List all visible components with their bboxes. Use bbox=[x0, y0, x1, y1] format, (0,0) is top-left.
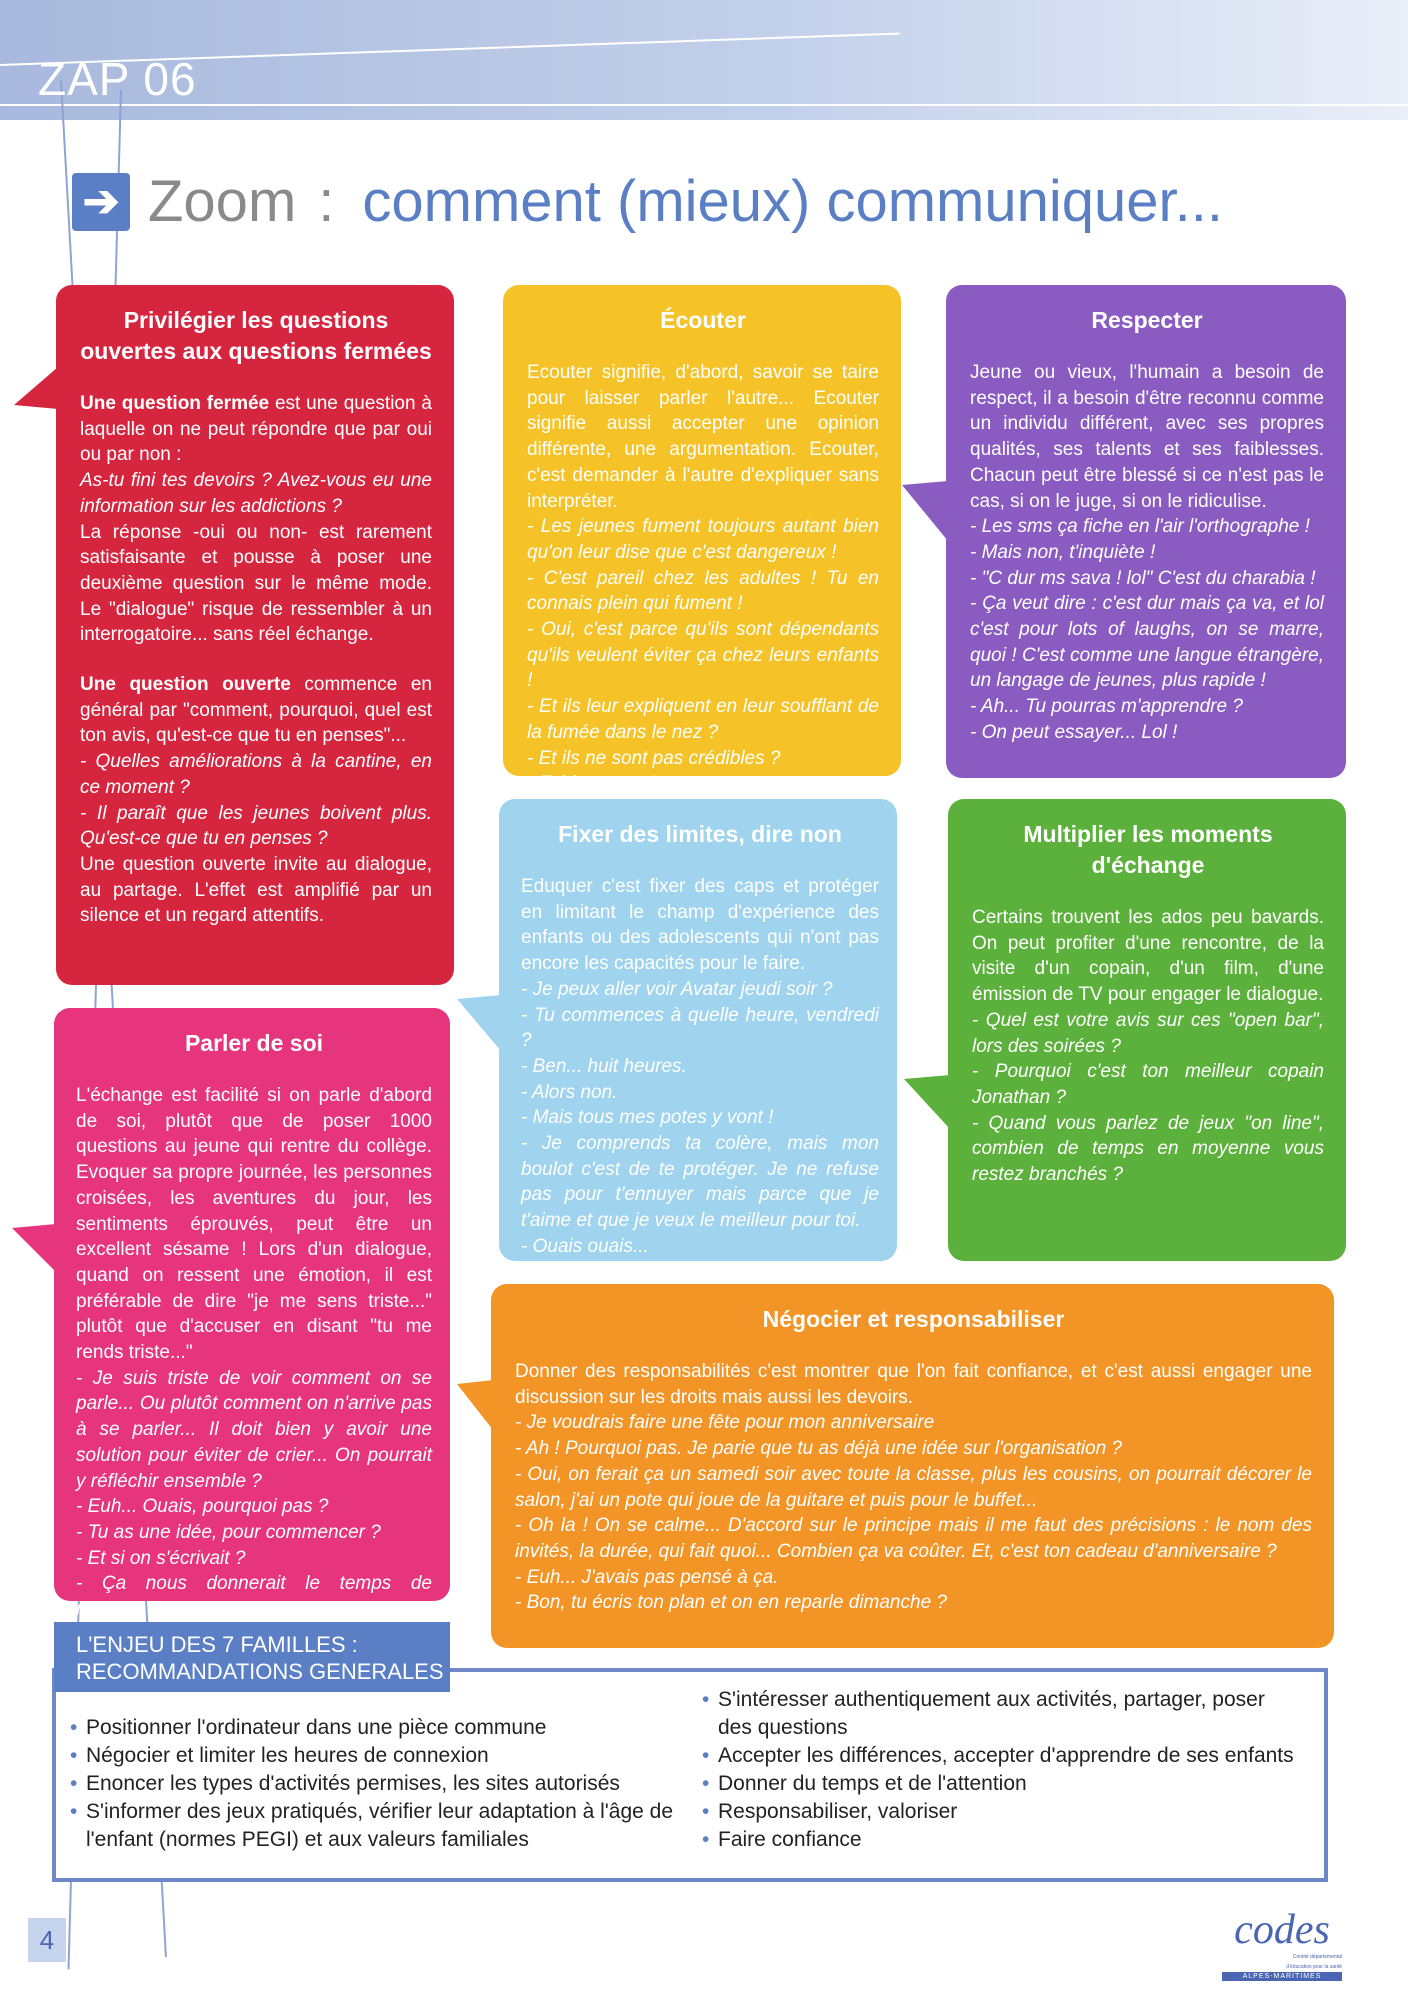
recommendation-item: • Faire confiance bbox=[702, 1826, 1302, 1854]
card-title: Multiplier les moments d'échange bbox=[1023, 821, 1273, 878]
recommendation-item: • Enoncer les types d'activités permises, les sites autorisés bbox=[70, 1770, 700, 1798]
card-soi bbox=[54, 1008, 450, 1621]
dialogue-line: - On peut essayer... Lol ! bbox=[970, 721, 1178, 743]
dialogue-line: - Pourquoi c'est ton meilleur copain Jonathan ? bbox=[972, 1061, 1324, 1108]
dialogue-line: - Quand vous parlez de jeux "on line", combien de temps en moyenne vous restez branchés ? bbox=[972, 1112, 1324, 1186]
dialogue-line: - Je peux aller voir Avatar jeudi soir ? bbox=[521, 978, 833, 1000]
page-title bbox=[72, 168, 1223, 235]
header-band bbox=[0, 0, 1408, 120]
recommendations-left bbox=[70, 1714, 700, 1854]
term-open: Une question ouverte bbox=[80, 674, 291, 696]
card-text: L'échange est facilité si on parle d'abord de soi, plutôt que de poser 1000 questions au jeune qui rentre du collège. Evoquer sa propre journée, les personnes croisées, les aventures du jour, les sentiments éprouvés, peut être un excellent sésame ! Lors d'un dialogue, quand on ressent une émotion, il est préférable de dire "je me sens triste..." plutôt que d'accuser en disant "tu me rends triste..." bbox=[76, 1085, 432, 1364]
dialogue-line: - Et si on s'écrivait ? bbox=[76, 1547, 246, 1569]
dialogue-line: - Mais non, t'inquiète ! bbox=[970, 541, 1156, 563]
dialogue-line: - Alors non. bbox=[521, 1081, 618, 1103]
header-divider bbox=[0, 104, 1408, 106]
speech-pointer bbox=[457, 995, 501, 1051]
card-title: Écouter bbox=[660, 307, 746, 333]
speech-pointer bbox=[902, 481, 948, 541]
card-text: Eduquer c'est fixer des caps et protéger en limitant le champ d'expérience des enfants ou des adolescents qui n'ont pas encore les capacités pour le faire. bbox=[521, 876, 879, 975]
logo-subtitle: d'éducation pour la santé bbox=[1286, 1964, 1342, 1970]
card-example: - Quelles améliorations à la cantine, en ce moment ? bbox=[80, 751, 432, 798]
dialogue-line: - "C dur ms sava ! lol" C'est du charabia ! bbox=[970, 567, 1316, 589]
title-zoom: Zoom bbox=[148, 169, 297, 234]
recommendations-heading-line1: L'ENJEU DES 7 FAMILLES : bbox=[76, 1632, 358, 1657]
dialogue-line: - Et ils leur expliquent en leur soufflant de la fumée dans le nez ? bbox=[527, 696, 879, 743]
dialogue-line: - Euh... J'avais pas pensé à ça. bbox=[515, 1566, 779, 1588]
dialogue-line: - Evidemment ! bbox=[527, 773, 655, 795]
card-text: est une question à laquelle on ne peut répondre que par oui ou par non : bbox=[80, 393, 432, 466]
title-colon: : bbox=[318, 169, 335, 234]
dialogue-line: - Quel est votre avis sur ces "open bar", lors des soirées ? bbox=[972, 1009, 1324, 1057]
card-title: Respecter bbox=[1091, 307, 1203, 333]
logo-region: ALPES-MARITIMES bbox=[1222, 1972, 1342, 1981]
recommendation-item: • S'intéresser authentiquement aux activités, partager, poser des questions bbox=[702, 1686, 1302, 1742]
dialogue-line: - Bon, tu écris ton plan et on en reparle dimanche ? bbox=[515, 1592, 947, 1614]
dialogue-line: - Les sms ça fiche en l'air l'orthographe ! bbox=[970, 516, 1310, 538]
card-limites bbox=[499, 799, 897, 1261]
card-text: Une question ouverte invite au dialogue, au partage. L'effet est amplifié par un silence et un regard attentifs. bbox=[80, 853, 432, 927]
card-text: Certains trouvent les ados peu bavards. On peut profiter d'une rencontre, de la visite d'un copain, d'un film, d'une émission de TV pour engager le dialogue. bbox=[972, 907, 1324, 1006]
dialogue-line: - Les jeunes fument toujours autant bien qu'on leur dise que c'est dangereux ! bbox=[527, 516, 879, 563]
dialogue-line: - Ben... huit heures. bbox=[521, 1055, 687, 1077]
card-text: Ecouter signifie, d'abord, savoir se taire pour laisser parler l'autre... Ecouter signifie aussi accepter une opinion différente, une argumentation. Ecouter, c'est demander à l'autre d'expliquer sans interpréter. bbox=[527, 362, 879, 512]
dialogue-line: - Tu commences à quelle heure, vendredi ? bbox=[521, 1004, 879, 1052]
section-label: ZAP 06 bbox=[38, 53, 197, 105]
recommendation-item: • Négocier et limiter les heures de connexion bbox=[70, 1742, 700, 1770]
recommendation-item: • Donner du temps et de l'attention bbox=[702, 1770, 1302, 1798]
card-title: Privilégier les questions ouvertes aux questions fermées bbox=[80, 307, 432, 364]
card-title: Fixer des limites, dire non bbox=[558, 821, 842, 847]
card-respecter bbox=[946, 285, 1346, 778]
title-rest: comment (mieux) communiquer... bbox=[362, 169, 1223, 234]
card-title: Négocier et responsabiliser bbox=[762, 1306, 1065, 1332]
dialogue-line: - C'est pareil chez les adultes ! Tu en connais plein qui fument ! bbox=[527, 567, 879, 615]
page-number: 4 bbox=[28, 1918, 66, 1962]
speech-pointer bbox=[12, 1224, 56, 1272]
codes-logo bbox=[1222, 1907, 1342, 1980]
card-text: Jeune ou vieux, l'humain a besoin de respect, il a besoin d'être reconnu comme un individu différent, avec ses propres qualités, ses talents et ses faiblesses. Chacun peut être blessé si ce n'est pas le cas, si on le juge, si on le ridiculise. bbox=[970, 362, 1324, 512]
dialogue-line: - Euh... Ouais, pourquoi pas ? bbox=[76, 1496, 329, 1518]
card-title: Parler de soi bbox=[184, 1030, 324, 1056]
logo-subtitle: Comité départemental bbox=[1292, 1954, 1342, 1960]
dialogue-line: - Et ils ne sont pas crédibles ? bbox=[527, 747, 781, 769]
recommendations-box bbox=[52, 1668, 1328, 1882]
recommendations-heading bbox=[54, 1622, 450, 1692]
dialogue-line: - Oh la ! On se calme... D'accord sur le principe mais il me faut des précisions : le nom des invités, la durée, qui fait quoi... Combien ça va coûter. Et, c'est ton cadeau d'anniversaire ? bbox=[515, 1515, 1312, 1562]
term-closed: Une question fermée bbox=[80, 393, 270, 414]
dialogue-line: - Ça veut dire : c'est dur mais ça va, et lol c'est pour lots of laughs, on se marre, quoi ! C'est comme une langue étrangère, un langage de jeunes, plus rapide ! bbox=[970, 593, 1324, 692]
dialogue-line: - Ah ! Pourquoi pas. Je parie que tu as déjà une idée sur l'organisation ? bbox=[515, 1438, 1123, 1460]
recommendation-item: • S'informer des jeux pratiqués, vérifier leur adaptation à l'âge de l'enfant (normes PEGI) et aux valeurs familiales bbox=[70, 1798, 700, 1854]
card-ecouter bbox=[503, 285, 901, 795]
card-text: commence en général par "comment, pourquoi, quel est ton avis, qu'est-ce que tu en penses"... bbox=[80, 674, 432, 747]
card-example: - Il paraît que les jeunes boivent plus. Qu'est-ce que tu en penses ? bbox=[80, 802, 432, 850]
dialogue-line: - Je suis triste de voir comment on se parle... Ou plutôt comment on n'arrive pas à se parler... Il doit bien y avoir une solution pour éviter de crier... On pourrait y réfléchir ensemble ? bbox=[76, 1367, 432, 1492]
dialogue-line: - Ouais ouais... bbox=[521, 1235, 649, 1257]
recommendation-item: • Positionner l'ordinateur dans une pièce commune bbox=[70, 1714, 700, 1742]
card-text: Donner des responsabilités c'est montrer que l'on fait confiance, et c'est aussi engager une discussion sur les droits mais aussi les devoirs. bbox=[515, 1361, 1312, 1408]
recommendation-item: • Responsabiliser, valoriser bbox=[702, 1798, 1302, 1826]
card-text: La réponse -oui ou non- est rarement satisfaisante et pousse à poser une deuxième question sur le même mode. Le "dialogue" risque de ressembler à un interrogatoire... sans réel échange. bbox=[80, 521, 432, 646]
recommendations-right bbox=[702, 1686, 1302, 1854]
card-questions bbox=[56, 285, 454, 985]
speech-pointer bbox=[14, 367, 58, 409]
speech-pointer bbox=[904, 1075, 950, 1129]
dialogue-line: - Je voudrais faire une fête pour mon anniversaire bbox=[515, 1412, 935, 1434]
dialogue-line: - Mais tous mes potes y vont ! bbox=[521, 1107, 774, 1129]
dialogue-line: - Je comprends ta colère, mais mon boulot c'est de te protéger. Je ne refuse pas pour t'ennuyer mais parce que je t'aime et que je veux le meilleur pour toi. bbox=[521, 1133, 879, 1232]
dialogue-line: - Oui, c'est parce qu'ils sont dépendants qu'ils veulent éviter ça chez leurs enfants ! bbox=[527, 619, 879, 692]
dialogue-line: - Ça nous donnerait le temps de réfléchir... bbox=[76, 1573, 432, 1621]
speech-pointer bbox=[457, 1380, 493, 1430]
logo-wordmark: codes bbox=[1234, 1907, 1330, 1953]
arrow-right-icon: ➔ bbox=[72, 173, 130, 231]
recommendation-item: • Accepter les différences, accepter d'apprendre de ses enfants bbox=[702, 1742, 1302, 1770]
recommendations-heading-line2: RECOMMANDATIONS GENERALES bbox=[76, 1659, 444, 1684]
card-example: As-tu fini tes devoirs ? Avez-vous eu une information sur les addictions ? bbox=[80, 470, 432, 517]
dialogue-line: - Oui, on ferait ça un samedi soir avec toute la classe, plus les cousins, on pourrait décorer le salon, j'ai un pote qui joue de la guitare et puis pour le buffet... bbox=[515, 1463, 1312, 1511]
dialogue-line: - Tu as une idée, pour commencer ? bbox=[76, 1521, 381, 1543]
dialogue-line: - Ah... Tu pourras m'apprendre ? bbox=[970, 696, 1243, 718]
card-negocier bbox=[491, 1284, 1334, 1648]
card-moments bbox=[948, 799, 1346, 1261]
